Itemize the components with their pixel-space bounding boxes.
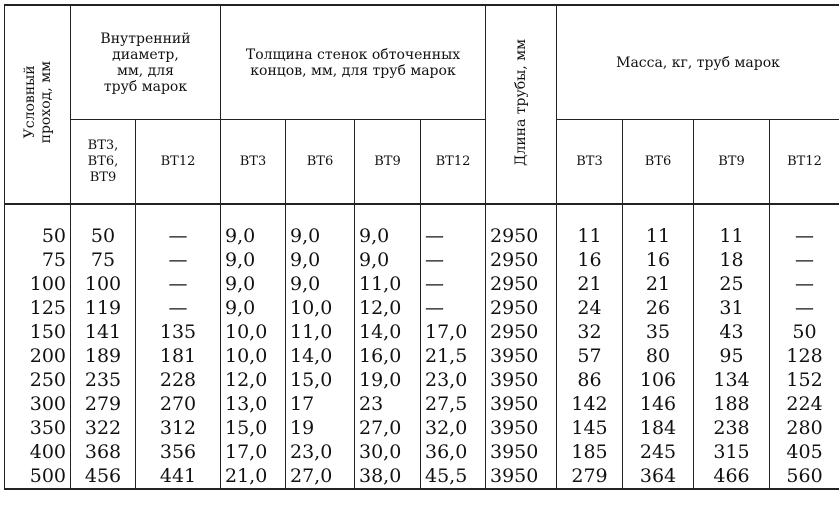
table-row [5,368,839,392]
table-cell: 23 [355,392,421,416]
table-cell: 43 [694,320,770,344]
table-cell: 128 [770,344,839,368]
table-cell: 2950 [486,248,557,272]
table-cell: 32,0 [421,416,486,440]
subheader-wall-bt12: ВТ12 [421,120,486,205]
table-cell: 86 [557,368,623,392]
table-cell: — [770,224,839,248]
table-cell: — [136,224,221,248]
table-cell: 36,0 [421,440,486,464]
table-cell: 15,0 [221,416,286,440]
header-pipe-length: Длина трубы, мм [486,5,557,204]
table-cell: 152 [770,368,839,392]
table-cell: 11 [694,224,770,248]
table-cell: 250 [5,368,71,392]
table-cell: 16 [623,248,694,272]
table-row [5,224,839,248]
table-row [5,344,839,368]
table-cell: 13,0 [221,392,286,416]
table-cell: 280 [770,416,839,440]
table-cell: 19,0 [355,368,421,392]
table-cell: 11,0 [286,320,355,344]
table-cell: 3950 [486,392,557,416]
table-cell: 125 [5,296,71,320]
table-cell: 18 [694,248,770,272]
table-cell: 245 [623,440,694,464]
table-cell: 9,0 [221,272,286,296]
table-cell: 184 [623,416,694,440]
header-inner-diameter: Внутренний диаметр, мм, для труб марок [71,5,221,120]
table-cell: 57 [557,344,623,368]
table-cell: 238 [694,416,770,440]
table-cell: 400 [5,440,71,464]
table-row [5,272,839,296]
table-cell: 142 [557,392,623,416]
subheader-inner-bt3-bt6-bt9: ВТ3, ВТ6, ВТ9 [71,120,136,205]
table-cell: 21 [557,272,623,296]
table-row [5,464,839,489]
table-cell: 350 [5,416,71,440]
table-cell: — [421,224,486,248]
table-cell: 279 [557,464,623,489]
table-cell: 19 [286,416,355,440]
table-body [5,224,839,489]
subheader-mass-bt3: ВТ3 [557,120,623,205]
table-cell: 300 [5,392,71,416]
table-cell: — [421,248,486,272]
table-cell: 45,5 [421,464,486,489]
table-cell: 500 [5,464,71,489]
subheader-wall-bt6: ВТ6 [286,120,355,205]
table-cell: 11 [623,224,694,248]
table-cell: 23,0 [286,440,355,464]
table-cell: 2950 [486,320,557,344]
table-cell: 456 [71,464,136,489]
table-cell: 185 [557,440,623,464]
table-row [5,296,839,320]
table-cell: 30,0 [355,440,421,464]
table-cell: 9,0 [221,248,286,272]
header-mass: Масса, кг, труб марок [557,5,839,120]
table-cell: 16,0 [355,344,421,368]
table-cell: 200 [5,344,71,368]
table-cell: 38,0 [355,464,421,489]
table-cell: 441 [136,464,221,489]
table-cell: 322 [71,416,136,440]
table-cell: 32 [557,320,623,344]
table-cell: — [421,272,486,296]
header-wall-thickness: Толщина стенок обточенных концов, мм, для труб марок [221,5,486,120]
table-row [5,440,839,464]
table-header [5,5,839,224]
table-cell: 14,0 [355,320,421,344]
table-cell: 24 [557,296,623,320]
table-cell: 50 [71,224,136,248]
table-cell: 3950 [486,416,557,440]
table-cell: 9,0 [286,224,355,248]
table-cell: 21 [623,272,694,296]
table-cell: 25 [694,272,770,296]
table-row [5,248,839,272]
table-cell: 17,0 [421,320,486,344]
table-cell: 9,0 [286,248,355,272]
table-cell: 27,0 [355,416,421,440]
table-cell: 270 [136,392,221,416]
table-cell: — [770,296,839,320]
table-cell: 560 [770,464,839,489]
table-cell: 466 [694,464,770,489]
table-cell: 405 [770,440,839,464]
table-cell: 364 [623,464,694,489]
table-cell: 21,0 [221,464,286,489]
table-cell: 356 [136,440,221,464]
table-cell: 9,0 [221,296,286,320]
table-cell: 146 [623,392,694,416]
table-cell: 368 [71,440,136,464]
table-cell: 14,0 [286,344,355,368]
subheader-mass-bt9: ВТ9 [694,120,770,205]
table-cell: 16 [557,248,623,272]
table-cell: 75 [71,248,136,272]
table-cell: 106 [623,368,694,392]
table-cell: — [136,272,221,296]
table-cell: 12,0 [355,296,421,320]
table-cell: 235 [71,368,136,392]
table-cell: 21,5 [421,344,486,368]
table-cell: 9,0 [221,224,286,248]
table-cell: 3950 [486,368,557,392]
table-cell: 15,0 [286,368,355,392]
table-cell: — [421,296,486,320]
table-cell: 17,0 [221,440,286,464]
table-row [5,320,839,344]
table-cell: 315 [694,440,770,464]
table-cell: 279 [71,392,136,416]
table-cell: 12,0 [221,368,286,392]
subheader-inner-bt12: ВТ12 [136,120,221,205]
table-cell: 11,0 [355,272,421,296]
table-cell: 26 [623,296,694,320]
table-cell: 150 [5,320,71,344]
table-cell: 27,0 [286,464,355,489]
table-cell: 189 [71,344,136,368]
table-cell: 2950 [486,272,557,296]
table-cell: 3950 [486,464,557,489]
table-cell: 188 [694,392,770,416]
table-cell: 75 [5,248,71,272]
table-cell: 27,5 [421,392,486,416]
subheader-mass-bt12: ВТ12 [770,120,839,205]
table-cell: 35 [623,320,694,344]
table-cell: 10,0 [221,320,286,344]
table-cell: 23,0 [421,368,486,392]
table-cell: 80 [623,344,694,368]
table-cell: 312 [136,416,221,440]
table-cell: 31 [694,296,770,320]
table-cell: 10,0 [221,344,286,368]
table-cell: 228 [136,368,221,392]
table-cell: 9,0 [355,224,421,248]
table-cell: 100 [5,272,71,296]
table-cell: 224 [770,392,839,416]
pipe-spec-table [4,4,839,490]
table-cell: — [770,272,839,296]
table-cell: 181 [136,344,221,368]
subheader-wall-bt3: ВТ3 [221,120,286,205]
table-cell: — [136,296,221,320]
table-cell: 100 [71,272,136,296]
table-cell: 17 [286,392,355,416]
table-cell: 50 [5,224,71,248]
table-cell: 50 [770,320,839,344]
table-cell: 11 [557,224,623,248]
table-cell: 3950 [486,344,557,368]
table-cell: 135 [136,320,221,344]
table-cell: 2950 [486,224,557,248]
table-cell: 10,0 [286,296,355,320]
table-row [5,392,839,416]
table-cell: 2950 [486,296,557,320]
table-cell: 9,0 [355,248,421,272]
subheader-mass-bt6: ВТ6 [623,120,694,205]
header-nominal-bore: Условный проход, мм [5,5,71,204]
table-cell: 9,0 [286,272,355,296]
table-cell: — [136,248,221,272]
table-cell: 145 [557,416,623,440]
table-row [5,416,839,440]
table-cell: 141 [71,320,136,344]
table-cell: 134 [694,368,770,392]
subheader-wall-bt9: ВТ9 [355,120,421,205]
table-cell: — [770,248,839,272]
table-cell: 119 [71,296,136,320]
table-cell: 3950 [486,440,557,464]
table-cell: 95 [694,344,770,368]
